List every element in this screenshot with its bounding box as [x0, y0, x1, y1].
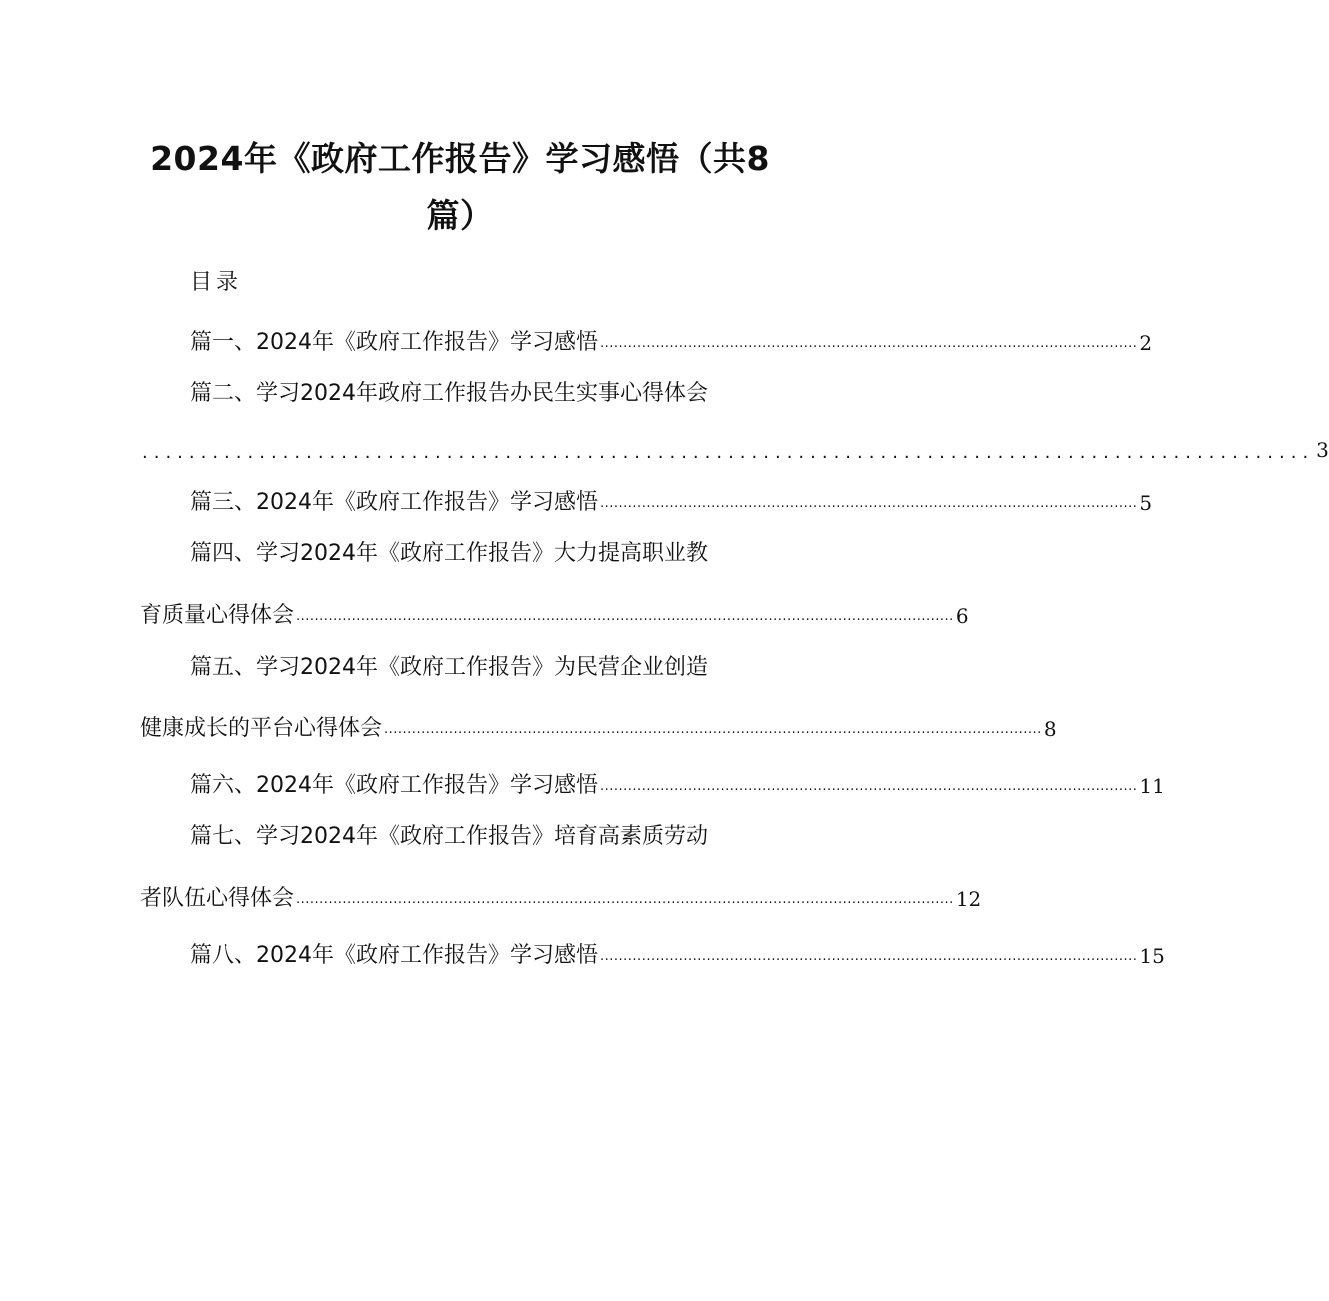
toc-dot-leader: ..............................................................................................................................................: [296, 892, 954, 907]
toc-entry-page: 8: [1043, 717, 1057, 741]
toc-entry-7[interactable]: [140, 874, 982, 914]
toc-entry-page: 2: [1139, 331, 1153, 355]
toc-entry-2[interactable]: [140, 425, 1329, 465]
toc-dot-leader: ....................................................................................................: [142, 442, 1315, 463]
toc-entry-page: 3: [1316, 438, 1329, 462]
toc-entry-8[interactable]: [190, 931, 1165, 971]
toc-entry-title: 篇一、2024年《政府工作报告》学习感悟: [190, 330, 598, 355]
toc-entry-7-line-1[interactable]: 篇七、学习2024年《政府工作报告》培育高素质劳动: [190, 824, 708, 849]
toc-entry-title: 健康成长的平台心得体会: [140, 716, 383, 741]
toc-entry-6[interactable]: [190, 761, 1165, 801]
toc-entry-page: 12: [955, 887, 982, 911]
toc-entry-page: 5: [1139, 491, 1153, 515]
toc-heading: 目录: [190, 270, 243, 295]
document-title-line-2: 篇）: [426, 196, 494, 235]
toc-dot-leader: ....................................................................................................................: [600, 336, 1138, 351]
toc-dot-leader: ....................................................................................................................: [600, 949, 1138, 964]
toc-entry-page: 15: [1139, 944, 1165, 968]
toc-entry-4[interactable]: [140, 591, 969, 631]
toc-dot-leader: ....................................................................................................................: [600, 496, 1138, 511]
toc-entry-3[interactable]: [190, 478, 1153, 518]
toc-entry-5[interactable]: [140, 704, 1057, 744]
toc-entry-title: 篇八、2024年《政府工作报告》学习感悟: [190, 943, 598, 968]
toc-entry-1[interactable]: [190, 318, 1153, 358]
toc-entry-title: 篇三、2024年《政府工作报告》学习感悟: [190, 490, 598, 515]
document-title-line-1: 2024年《政府工作报告》学习感悟（共8: [150, 139, 770, 178]
toc-dot-leader: ..............................................................................................................................................: [384, 722, 1042, 737]
toc-entry-4-line-1[interactable]: 篇四、学习2024年《政府工作报告》大力提高职业教: [190, 541, 708, 566]
toc-entry-title: 育质量心得体会: [140, 603, 295, 628]
toc-entry-title: 篇六、2024年《政府工作报告》学习感悟: [190, 773, 598, 798]
toc-entry-page: 11: [1139, 774, 1165, 798]
toc-entry-5-line-1[interactable]: 篇五、学习2024年《政府工作报告》为民营企业创造: [190, 655, 708, 680]
toc-entry-title: 者队伍心得体会: [140, 886, 295, 911]
toc-entry-page: 6: [955, 604, 969, 628]
toc-dot-leader: ..............................................................................................................................................: [296, 609, 954, 624]
toc-entry-2-line-1[interactable]: 篇二、学习2024年政府工作报告办民生实事心得体会: [190, 381, 708, 406]
toc-dot-leader: ....................................................................................................................: [600, 779, 1138, 794]
